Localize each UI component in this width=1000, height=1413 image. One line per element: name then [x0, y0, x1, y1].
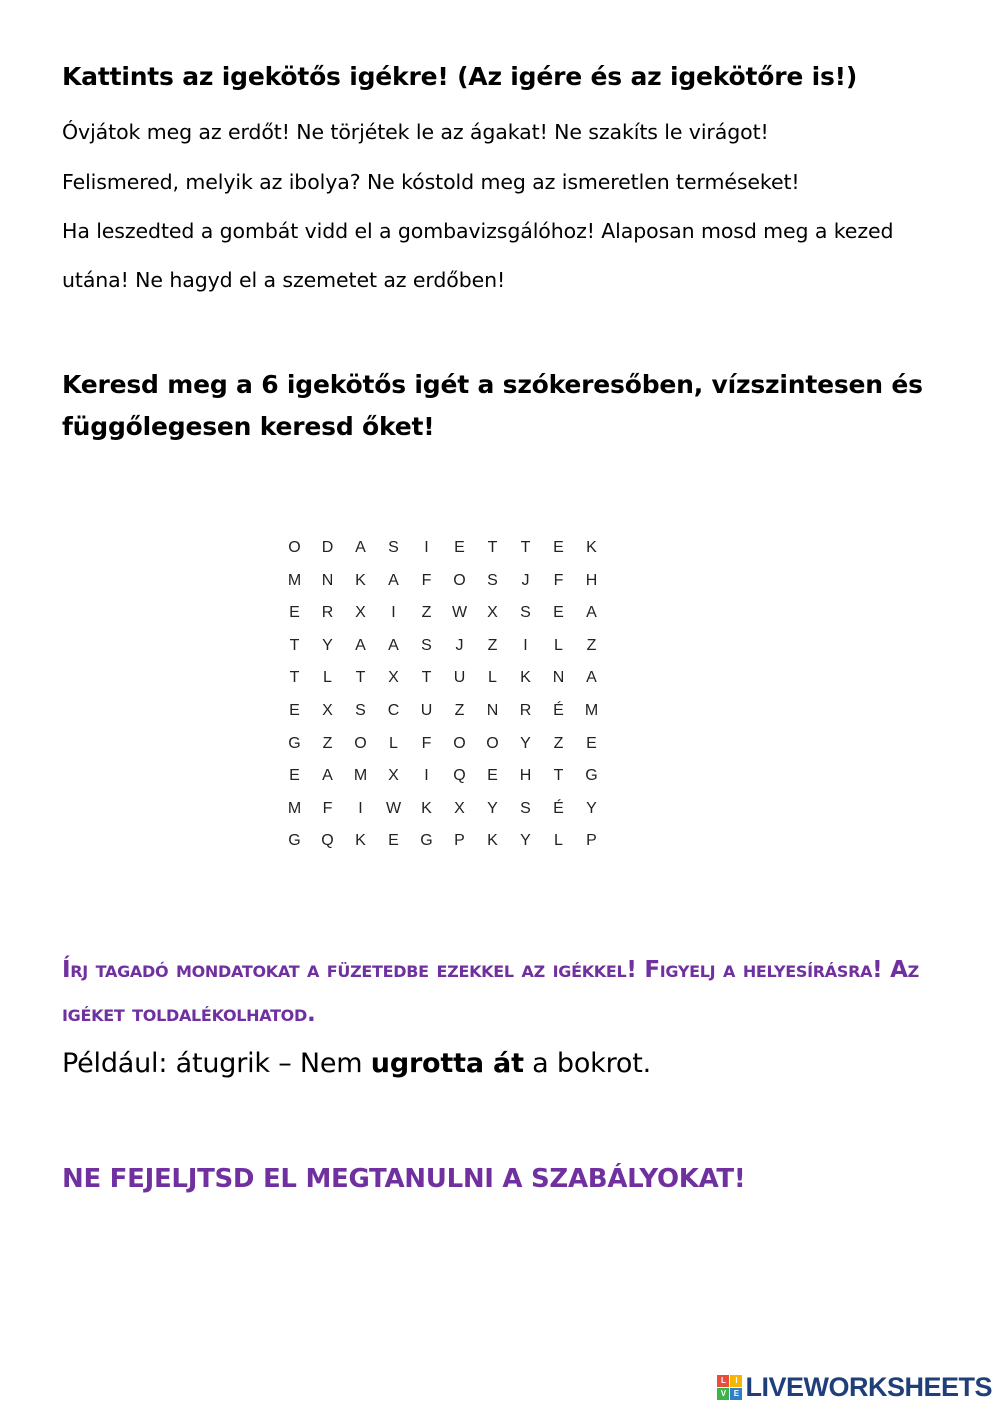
wordsearch-cell[interactable]: Z: [421, 604, 432, 622]
wordsearch-cell[interactable]: Y: [487, 799, 498, 817]
wordsearch-cell[interactable]: A: [586, 604, 597, 622]
wordsearch-cell[interactable]: X: [388, 669, 399, 687]
wordsearch-cell[interactable]: O: [486, 734, 499, 752]
wordsearch-cell[interactable]: O: [453, 734, 466, 752]
wordsearch-cell[interactable]: T: [421, 669, 432, 687]
task1-sentence-line-3[interactable]: Ha leszedted a gombát vidd el a gombavizsgálóhoz! Alaposan mosd meg a kezed: [62, 219, 894, 243]
wordsearch-cell[interactable]: G: [288, 734, 301, 752]
wordsearch-cell[interactable]: X: [388, 767, 399, 785]
wordsearch-cell[interactable]: P: [586, 832, 597, 850]
wordsearch-cell[interactable]: K: [487, 832, 498, 850]
wordsearch-cell[interactable]: É: [553, 701, 564, 719]
wordsearch-cell[interactable]: X: [487, 604, 498, 622]
wordsearch-cell[interactable]: N: [552, 669, 565, 687]
wordsearch-cell[interactable]: H: [585, 571, 598, 589]
wordsearch-cell[interactable]: K: [586, 539, 597, 556]
wordsearch-cell[interactable]: L: [554, 832, 563, 850]
wordsearch-cell[interactable]: S: [421, 636, 432, 654]
wordsearch-cell[interactable]: J: [521, 571, 530, 589]
wordsearch-cell[interactable]: A: [355, 636, 366, 654]
wordsearch-cell[interactable]: N: [486, 701, 499, 719]
wordsearch-cell[interactable]: E: [553, 539, 564, 556]
wordsearch-cell[interactable]: F: [322, 799, 333, 817]
wordsearch-cell[interactable]: N: [321, 571, 334, 589]
wordsearch-cell[interactable]: E: [586, 734, 597, 752]
wordsearch-cell[interactable]: L: [554, 636, 563, 654]
wordsearch-cell[interactable]: Y: [586, 799, 597, 817]
wordsearch-cell[interactable]: H: [519, 767, 532, 785]
wordsearch-cell[interactable]: K: [355, 832, 366, 850]
wordsearch-cell[interactable]: W: [385, 799, 402, 817]
wordsearch-cell[interactable]: D: [321, 539, 334, 556]
wordsearch-cell[interactable]: I: [424, 539, 429, 556]
wordsearch-cell[interactable]: E: [553, 604, 564, 622]
wordsearch-cell[interactable]: T: [553, 767, 564, 785]
wordsearch-cell[interactable]: O: [453, 571, 466, 589]
task1-sentence-line-2[interactable]: Felismered, melyik az ibolya? Ne kóstold meg az ismeretlen terméseket!: [62, 170, 800, 194]
wordsearch-cell[interactable]: R: [519, 701, 532, 719]
wordsearch-cell[interactable]: S: [520, 799, 531, 817]
wordsearch-cell[interactable]: F: [421, 571, 432, 589]
wordsearch-cell[interactable]: G: [420, 832, 433, 850]
wordsearch-cell[interactable]: S: [520, 604, 531, 622]
wordsearch-cell[interactable]: Z: [553, 734, 564, 752]
logo-square: L: [717, 1375, 729, 1387]
wordsearch-cell[interactable]: Y: [322, 636, 333, 654]
wordsearch-cell[interactable]: É: [553, 799, 564, 817]
wordsearch-cell[interactable]: F: [553, 571, 564, 589]
wordsearch-cell[interactable]: G: [585, 767, 598, 785]
wordsearch-cell[interactable]: F: [421, 734, 432, 752]
wordsearch-cell[interactable]: E: [454, 539, 465, 556]
wordsearch-cell[interactable]: E: [289, 701, 300, 719]
wordsearch-cell[interactable]: L: [488, 669, 497, 687]
wordsearch-cell[interactable]: A: [322, 767, 333, 785]
logo-square: E: [730, 1388, 742, 1400]
wordsearch-cell[interactable]: P: [454, 832, 465, 850]
task1-title: Kattints az igekötős igékre! (Az igére és az igekötőre is!): [62, 62, 858, 91]
example-prefix: Például: átugrik – Nem: [62, 1048, 371, 1079]
task2-title: Keresd meg a 6 igekötős igét a szókeresőben, vízszintesen és függőlegesen keresd őket!: [62, 370, 923, 441]
wordsearch-cell[interactable]: Z: [454, 701, 465, 719]
logo-text: LIVEWORKSHEETS: [745, 1372, 992, 1402]
wordsearch-cell[interactable]: E: [487, 767, 498, 785]
wordsearch-cell[interactable]: T: [355, 669, 366, 687]
wordsearch-cell[interactable]: K: [355, 571, 366, 589]
task3-instructions: Írj tagadó mondatokat a füzetedbe ezekkel az igékkel! Figyelj a helyesírásra! Az igéket toldalékolhatod.: [62, 957, 919, 1027]
wordsearch-cell[interactable]: T: [289, 636, 300, 654]
wordsearch-cell[interactable]: E: [289, 604, 300, 622]
rules-reminder: NE FEJELJTSD EL MEGTANULNI A SZABÁLYOKAT!: [62, 1164, 746, 1194]
wordsearch-cell[interactable]: M: [584, 701, 599, 719]
wordsearch-cell[interactable]: E: [388, 832, 399, 850]
wordsearch-cell[interactable]: S: [388, 539, 399, 556]
wordsearch-cell[interactable]: E: [289, 767, 300, 785]
wordsearch-cell[interactable]: U: [453, 669, 466, 687]
wordsearch-grid: [278, 532, 608, 858]
wordsearch-cell[interactable]: S: [487, 571, 498, 589]
wordsearch-cell[interactable]: O: [354, 734, 367, 752]
example-suffix: a bokrot.: [523, 1048, 651, 1079]
wordsearch-cell[interactable]: A: [388, 636, 399, 654]
wordsearch-cell[interactable]: L: [389, 734, 398, 752]
wordsearch-cell[interactable]: S: [355, 701, 366, 719]
wordsearch-cell[interactable]: K: [421, 799, 432, 817]
wordsearch-cell[interactable]: I: [523, 636, 528, 654]
task1-sentence-line-1[interactable]: Óvjátok meg az erdőt! Ne törjétek le az ágakat! Ne szakíts le virágot!: [62, 120, 769, 144]
wordsearch-cell[interactable]: R: [321, 604, 334, 622]
wordsearch-cell[interactable]: A: [388, 571, 399, 589]
liveworksheets-logo: [717, 1372, 992, 1403]
wordsearch-cell[interactable]: J: [455, 636, 464, 654]
wordsearch-cell[interactable]: I: [424, 767, 429, 785]
task1-sentence-line-4[interactable]: utána! Ne hagyd el a szemetet az erdőben!: [62, 268, 506, 292]
wordsearch-cell[interactable]: M: [353, 767, 368, 785]
wordsearch-cell[interactable]: X: [322, 701, 333, 719]
logo-square: I: [730, 1375, 742, 1387]
wordsearch-cell[interactable]: U: [420, 701, 433, 719]
wordsearch-cell[interactable]: G: [288, 832, 301, 850]
wordsearch-cell[interactable]: T: [289, 669, 300, 687]
wordsearch-cell[interactable]: W: [451, 604, 468, 622]
wordsearch-cell[interactable]: L: [323, 669, 332, 687]
wordsearch-cell[interactable]: M: [287, 571, 302, 589]
wordsearch-cell[interactable]: Z: [322, 734, 333, 752]
wordsearch-cell[interactable]: Y: [520, 832, 531, 850]
wordsearch-cell[interactable]: A: [355, 539, 366, 556]
wordsearch-cell[interactable]: K: [520, 669, 531, 687]
logo-mark-icon: [717, 1375, 742, 1400]
wordsearch-cell[interactable]: Y: [520, 734, 531, 752]
wordsearch-cell[interactable]: T: [520, 539, 531, 556]
logo-square: V: [717, 1388, 729, 1400]
wordsearch-cell[interactable]: T: [487, 539, 498, 556]
wordsearch-cell[interactable]: I: [391, 604, 396, 622]
wordsearch-cell[interactable]: M: [287, 799, 302, 817]
wordsearch-cell[interactable]: C: [387, 701, 400, 719]
task3-example: [62, 1048, 651, 1079]
wordsearch-cell[interactable]: X: [355, 604, 366, 622]
wordsearch-cell[interactable]: I: [358, 799, 363, 817]
wordsearch-cell[interactable]: X: [454, 799, 465, 817]
wordsearch-cell[interactable]: Z: [487, 636, 498, 654]
wordsearch-cell[interactable]: Q: [453, 767, 466, 785]
wordsearch-cell[interactable]: Q: [321, 832, 334, 850]
wordsearch-cell[interactable]: O: [288, 539, 301, 556]
example-bold: ugrotta át: [370, 1048, 524, 1079]
wordsearch-cell[interactable]: A: [586, 669, 597, 687]
wordsearch-cell[interactable]: Z: [586, 636, 597, 654]
